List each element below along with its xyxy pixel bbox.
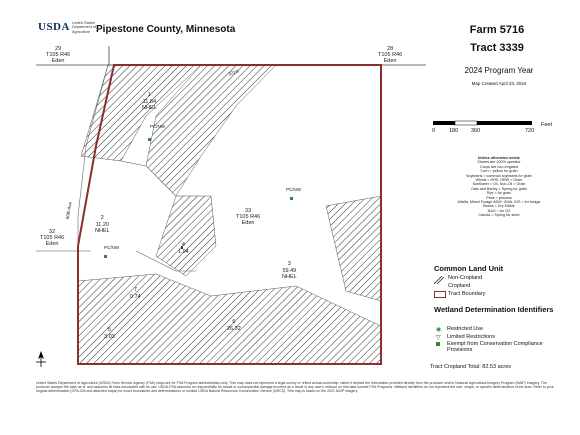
legend-title-clu: Common Land Unit [434, 264, 504, 273]
legend-cropland: Cropland [448, 283, 471, 289]
tract-boundary-swatch [434, 291, 446, 298]
map-created-date: Map Created April 23, 2024 [471, 81, 527, 86]
section-label-33: 33 T105 R46 Eden [236, 208, 261, 226]
section-label-28: 28 T105 R46 Eden [378, 46, 403, 64]
usda-wordmark: USDA [38, 21, 70, 33]
field-label-5: 5 3.03 [104, 327, 115, 340]
exempt-icon [436, 342, 440, 346]
section-label-29: 29 T105 R46 Eden [46, 46, 71, 64]
program-year: 2024 Program Year [464, 66, 534, 75]
field-label-2: 2 11.20 NHEL [95, 215, 110, 234]
field-label-3: 3 59.49 NHEL [282, 261, 297, 280]
pcnw-label: PC/NW [104, 245, 119, 250]
tract-number: Tract 3339 [470, 42, 524, 54]
crop-notes: Unless otherwise noted: Shares are 100% operator Crops are non-irrigated Corn = yellow for grain Soybeans = common soybeans for grain Wheat = HRS, HRW = Grain Sunflower = Oil, Non-Oil = Grain Oats and Barley = Spring for grain Rye = for grain Peas = process Alfalfa, Mixed Forage AGM, GMA, IGS = for forage Beans = Dry Edible NAG = for GZ Canola = Spring for seed [457, 156, 541, 218]
legend-exempt: Exempt from Conservation Compliance Provisions [447, 341, 543, 353]
agency-name: United States Department of Agriculture [72, 21, 97, 34]
restricted-use-icon: ◉ [436, 327, 442, 333]
field-label-6: 6 26.32 [227, 319, 241, 332]
county-title: Pipestone County, Minnesota [96, 24, 236, 35]
wetland-marker [148, 138, 151, 141]
field-label-4: 4 1.04 [178, 242, 189, 255]
tract-cropland-total: Tract Cropland Total: 82.53 acres [430, 364, 512, 370]
section-label-32: 32 T105 R46 Eden [40, 229, 65, 247]
road-label-60th-ave: 60th Ave [64, 201, 73, 220]
field-label-7: 7 0.74 [130, 287, 141, 300]
usda-logo [38, 21, 97, 34]
field-label-1: 1 11.84 NHEL [142, 92, 157, 111]
wetland-marker [290, 197, 293, 200]
noncrop-hatch-icon [434, 276, 444, 284]
legend-restricted: Restricted Use [447, 326, 484, 332]
road-label-321st: 321st [227, 68, 240, 77]
legend-noncrop: Non-Cropland [448, 275, 483, 281]
pcnw-label: PC/NW [286, 187, 301, 192]
scale-bar [433, 120, 533, 128]
limited-restrictions-icon: ▽ [436, 335, 441, 341]
north-arrow-icon [34, 351, 48, 369]
legend-tract-boundary: Tract Boundary [448, 291, 486, 297]
wetland-marker [104, 255, 107, 258]
legend-limited: Limited Restrictions [447, 334, 495, 340]
pcnw-label: PC/NW [150, 124, 165, 129]
farm-number: Farm 5716 [469, 24, 525, 36]
disclaimer: United States Department of Agriculture (USDA) Farm Service Agency (FSA) maps are for FSA Program administration only. This map does not represent a legal survey or reflect actual ownership; rather it depicts the information provided directly from the producer and/or National Agricultural Imagery Program (NAIP) imagery. The producer accepts the data 'as is' and assumes all risks associated with its use. USDA-FSA assumes no responsibility for actual or consequential damage incurred as a result of any user's reliance on this data outside FSA Programs. Wetland identifiers do not represent the size, shape, or specific determination of the area. Refer to your original determination (CPA-026 and attached maps) for exact boundaries and determinations or contact USDA Natural Resources Conservation Service (NRCS). This map is based on the 2021 NAIP imagery. [36, 381, 554, 394]
legend-title-wetland: Wetland Determination Identifiers [434, 305, 554, 314]
